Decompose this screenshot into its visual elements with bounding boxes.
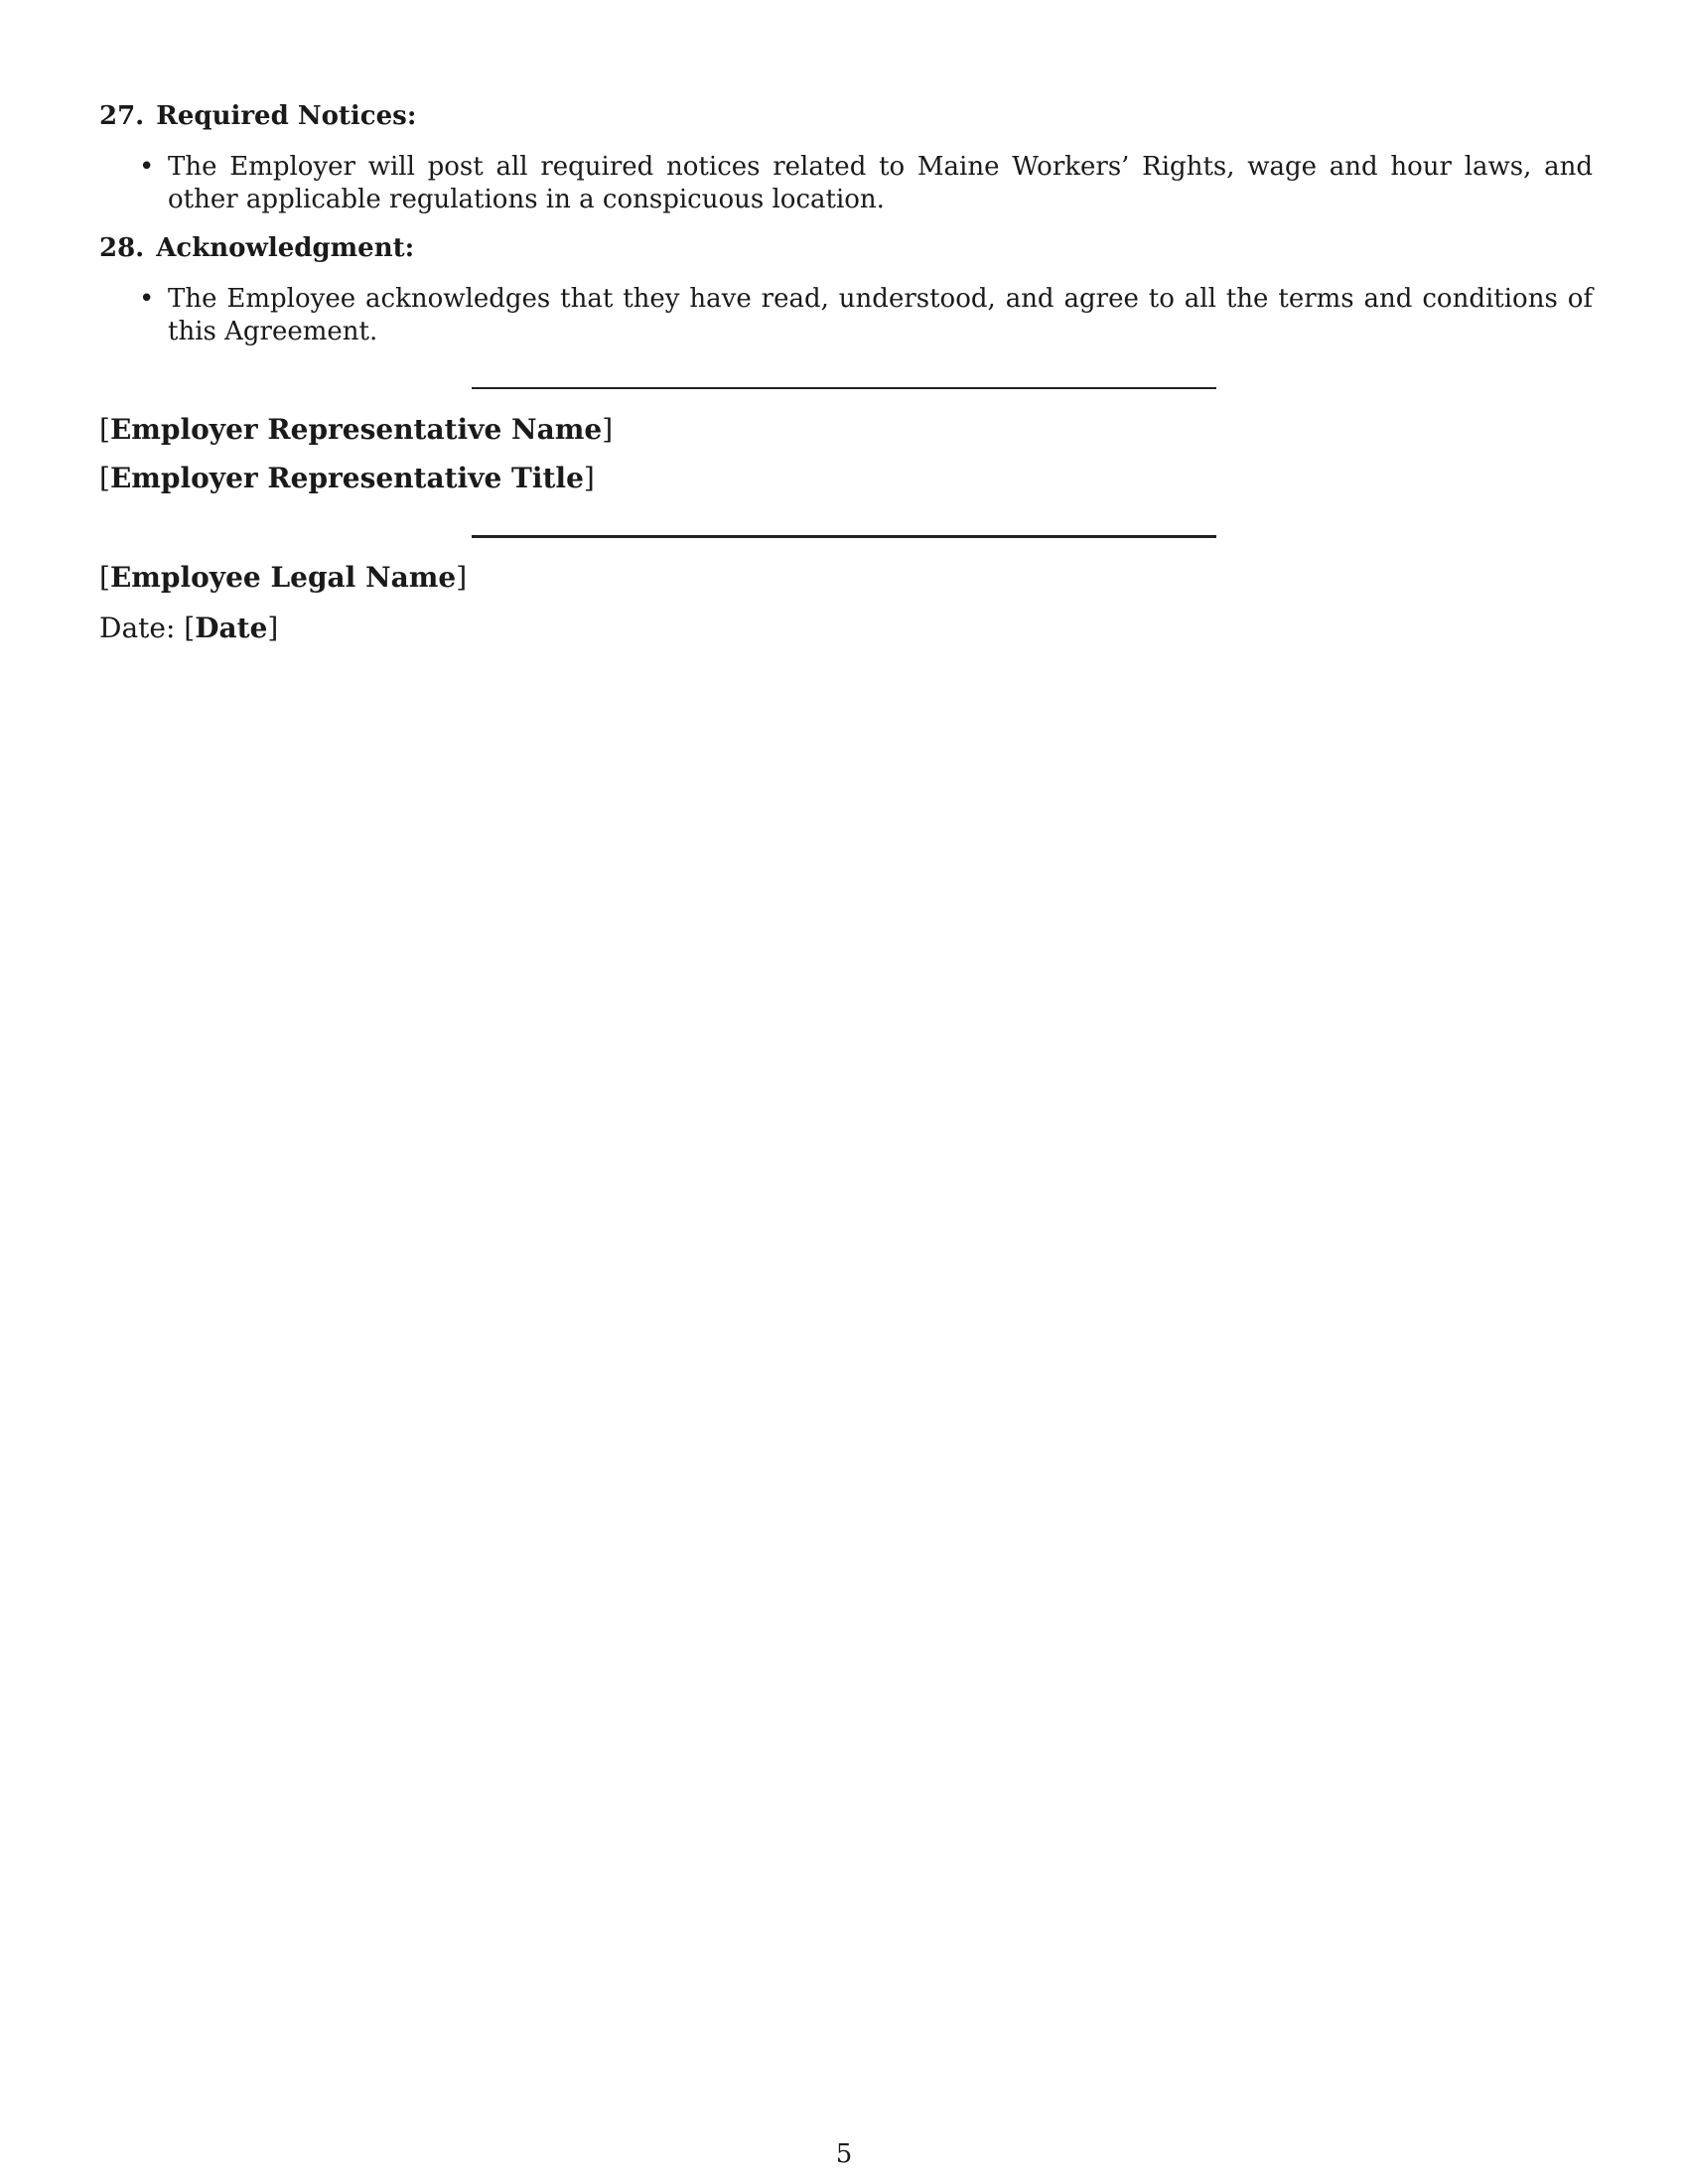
section-number: 27. [99, 101, 145, 131]
date-line: Date: [Date] [99, 612, 279, 644]
employer-name-placeholder: Employer Representative Name [109, 413, 603, 446]
employee-signature-line [472, 535, 1216, 538]
bullet-icon: • [139, 152, 155, 182]
section-title: Acknowledgment: [156, 233, 415, 263]
section-heading-27 [99, 99, 416, 133]
employer-representative-title: [Employer Representative Title] [99, 462, 595, 494]
page-number: 5 [835, 2139, 853, 2169]
employer-representative-name: [Employer Representative Name] [99, 413, 614, 446]
employee-legal-name: [Employee Legal Name] [99, 561, 468, 594]
section-heading-28 [99, 231, 414, 265]
section-number: 28. [99, 233, 145, 263]
section-27-bullet-text: The Employer will post all required notices related to Maine Workers’ Rights, wage and hour laws, and other applicable regulations in a conspicuous location. [168, 152, 1593, 214]
employer-title-placeholder: Employer Representative Title [109, 462, 584, 494]
employer-signature-line [472, 387, 1216, 389]
employee-name-placeholder: Employee Legal Name [109, 561, 457, 594]
section-title: Required Notices: [156, 101, 417, 131]
section-28-bullet-text: The Employee acknowledges that they have read, understood, and agree to all the terms and conditions of this Agreement. [168, 284, 1593, 346]
date-placeholder: Date [195, 612, 268, 644]
bullet-icon: • [139, 284, 155, 314]
date-label: Date: [99, 612, 176, 644]
